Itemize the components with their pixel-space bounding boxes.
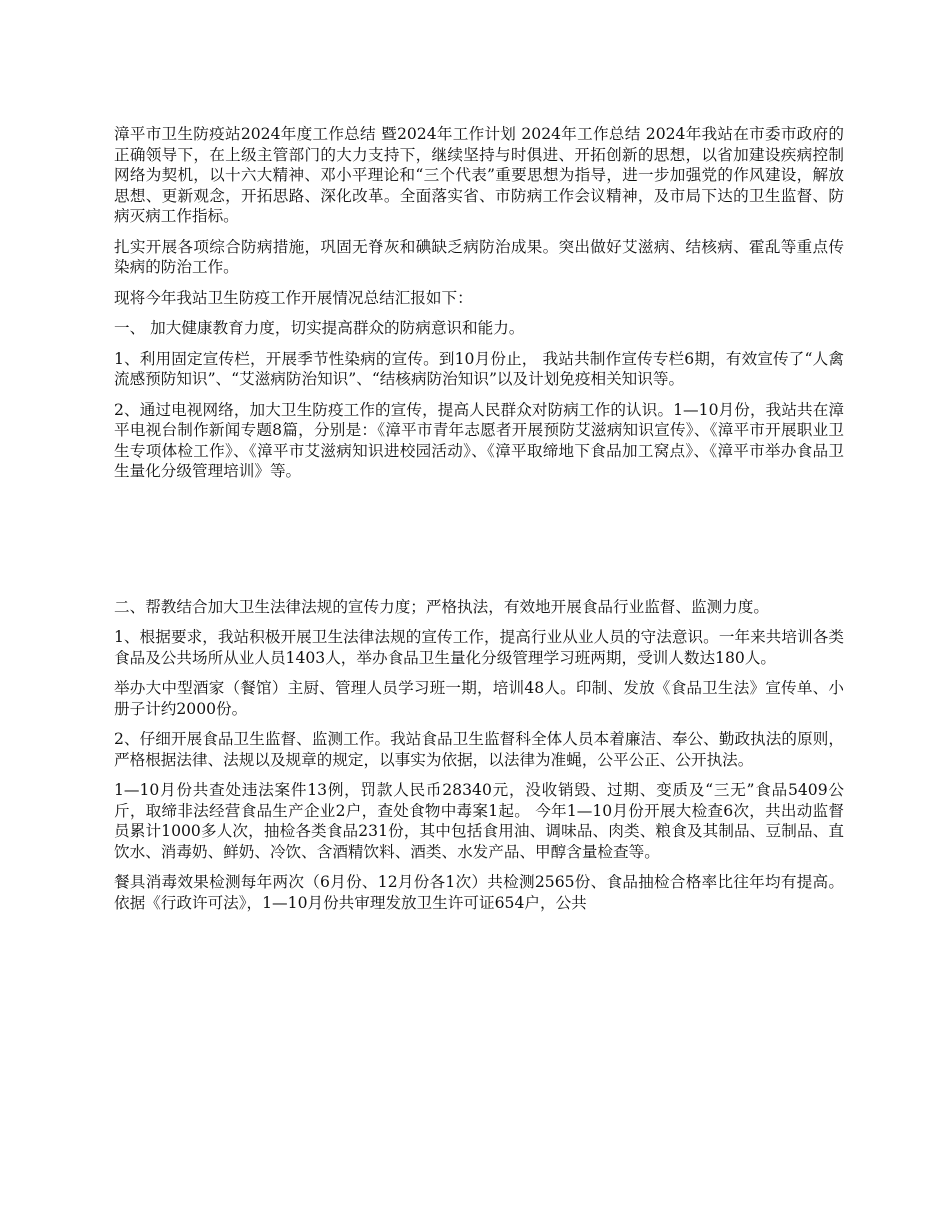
paragraph-item-1-2: 2、通过电视网络，加大卫生防疫工作的宣传，提高人民群众对防病工作的认识。1—10月份，我站共在漳平电视台制作新闻专题8篇，分别是：《漳平市青年志愿者开展预防艾滋病知识宣传》、《漳平市开展职业卫生专项体检工作》、《漳平市艾滋病知识进校园活动》、《漳平取缔地下食品加工窝点》、《漳平市举办食品卫生量化分级管理培训》等。 xyxy=(114,400,844,480)
paragraph-item-1-1: 1、利用固定宣传栏，开展季节性染病的宣传。到10月份止， 我站共制作宣传专栏6期，有效宣传了“人禽流感预防知识”、“艾滋病防治知识”、“结核病防治知识”以及计划免疫相关知识等。 xyxy=(114,349,844,388)
paragraph-intro: 漳平市卫生防疫站2024年度工作总结 暨2024年工作计划 2024年工作总结 2024年我站在市委市政府的正确领导下，在上级主管部门的大力支持下，继续坚持与时俱进、开拓创新的思想，以省加建设疾病控制网络为契机，以十六大精神、邓小平理论和“三个代表”重要思想为指导，进一步加强党的作风建设，解放思想、更新观念，开拓思路、深化改革。全面落实省、市防病工作会议精神，及市局下达的卫生监督、防病灭病工作指标。 xyxy=(114,125,844,225)
paragraph-report-lead: 现将今年我站卫生防疫工作开展情况总结汇报如下： xyxy=(114,288,473,307)
blank-space xyxy=(114,492,844,597)
paragraph-item-2-2: 2、仔细开展食品卫生监督、监测工作。我站食品卫生监督科全体人员本着廉洁、奉公、勤政执法的原则，严格根据法律、法规以及规章的规定，以事实为依据，以法律为准蝇，公平公正、公开执法。 xyxy=(114,730,844,769)
paragraph-disinfection: 餐具消毒效果检测每年两次（6月份、12月份各1次）共检测2565份、食品抽检合格率比往年均有提高。依据《行政许可法》，1—10月份共审理发放卫生许可证654户，公共 xyxy=(114,873,844,912)
paragraph-enforcement: 1—10月份共查处违法案件13例，罚款人民币28340元，没收销毁、过期、变质及“三无”食品5409公斤，取缔非法经营食品生产企业2户，查处食物中毒案1起。 今年1—10月份开展大检查6次，共出动监督员累计1000多人次，抽检各类食品231份，其中包括食用油、调味品、肉类、粮食及其制品、豆制品、直饮水、消毒奶、鲜奶、冷饮、含酒精饮料、酒类、水发产品、甲醇含量检查等。 xyxy=(114,781,844,861)
paragraph-training: 举办大中型酒家（餐馆）主厨、管理人员学习班一期，培训48人。印制、发放《食品卫生法》宣传单、小册子计约2000份。 xyxy=(114,679,844,718)
paragraph-measures: 扎实开展各项综合防病措施，巩固无脊灰和碘缺乏病防治成果。突出做好艾滋病、结核病、霍乱等重点传染病的防治工作。 xyxy=(114,237,844,276)
document-page xyxy=(114,124,844,923)
section-heading-2: 二、帮教结合加大卫生法律法规的宣传力度；严格执法，有效地开展食品行业监督、监测力度。 xyxy=(114,597,769,616)
section-heading-1: 一、 加大健康教育力度，切实提高群众的防病意识和能力。 xyxy=(114,319,525,337)
paragraph-item-2-1: 1、根据要求，我站积极开展卫生法律法规的宣传工作，提高行业从业人员的守法意识。一年来共培训各类食品及公共场所从业人员1403人，举办食品卫生量化分级管理学习班两期，受训人数达180人。 xyxy=(114,628,844,667)
